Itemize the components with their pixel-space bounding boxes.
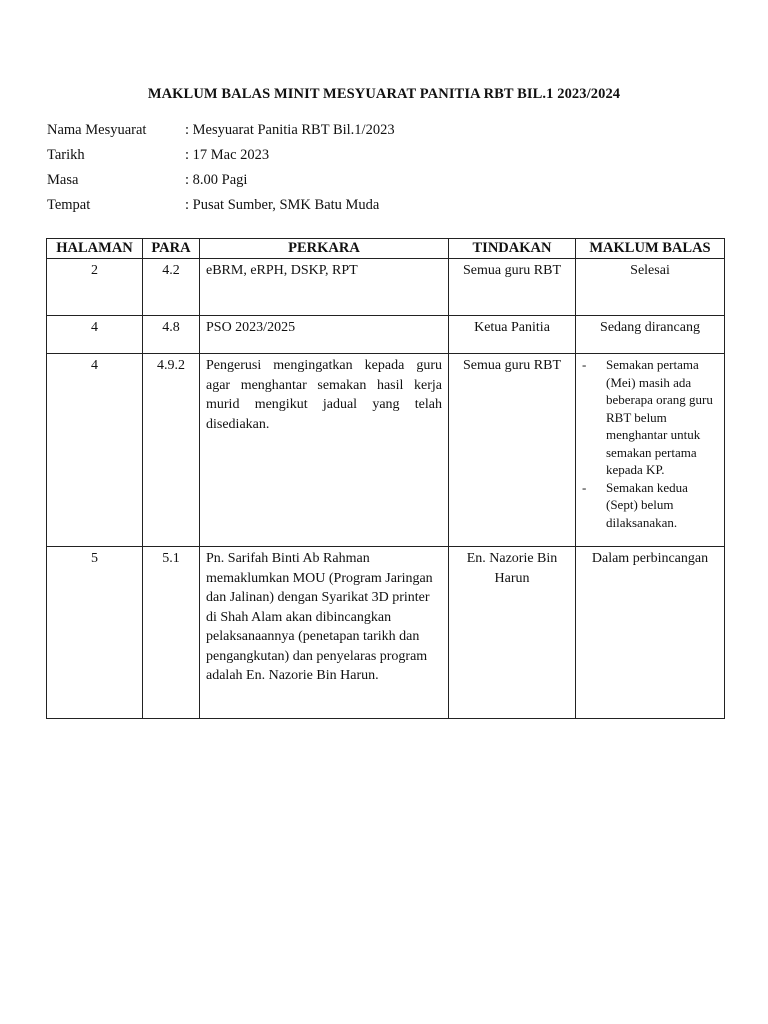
minutes-feedback-table (46, 238, 725, 719)
cell-para: 4.8 (143, 316, 200, 354)
dash-marker: - (582, 479, 587, 495)
list-item-text: Semakan pertama (Mei) masih ada beberapa orang guru RBT belum menghantar untuk semakan pertama kepada KP. (606, 357, 713, 477)
meeting-date-value: : 17 Mac 2023 (185, 147, 270, 163)
table-row (47, 354, 725, 547)
cell-maklum-balas: Sedang dirancang (576, 316, 725, 354)
cell-para: 4.2 (143, 259, 200, 316)
cell-perkara: PSO 2023/2025 (200, 316, 449, 354)
list-item-text: Semakan kedua (Sept) belum dilaksanakan. (606, 479, 688, 530)
meeting-time-row (47, 171, 687, 196)
header-perkara: PERKARA (200, 239, 449, 259)
cell-tindakan: En. Nazorie Bin Harun (449, 547, 576, 719)
cell-para: 5.1 (143, 547, 200, 719)
cell-perkara: Pn. Sarifah Binti Ab Rahman memaklumkan MOU (Program Jaringan dan Jalinan) dengan Syarikat 3D printer di Shah Alam akan dibincangkan pelaksanaannya (penetapan tarikh dan pengangkutan) dan penyelaras program adalah En. Nazorie Bin Harun. (200, 547, 449, 719)
cell-perkara: Pengerusi mengingatkan kepada guru agar menghantar semakan hasil kerja murid mengikut jadual yang telah disediakan. (200, 354, 449, 547)
table-row (47, 547, 725, 719)
cell-tindakan: Semua guru RBT (449, 354, 576, 547)
table-header-row (47, 239, 725, 259)
meeting-details (47, 121, 687, 221)
header-tindakan: TINDAKAN (449, 239, 576, 259)
cell-tindakan: Semua guru RBT (449, 259, 576, 316)
meeting-place-row (47, 196, 687, 221)
feedback-list (582, 356, 718, 531)
cell-halaman: 5 (47, 547, 143, 719)
document-title: MAKLUM BALAS MINIT MESYUARAT PANITIA RBT BIL.1 2023/2024 (147, 86, 621, 102)
meeting-time-label: Masa (47, 172, 79, 188)
meeting-name-label: Nama Mesyuarat (47, 122, 147, 138)
header-halaman: HALAMAN (47, 239, 143, 259)
meeting-place-value: : Pusat Sumber, SMK Batu Muda (185, 197, 380, 213)
header-para: PARA (143, 239, 200, 259)
cell-tindakan: Ketua Panitia (449, 316, 576, 354)
meeting-name-value: : Mesyuarat Panitia RBT Bil.1/2023 (185, 122, 395, 138)
meeting-date-row (47, 146, 687, 171)
cell-maklum-balas: Selesai (576, 259, 725, 316)
header-maklum-balas: MAKLUM BALAS (576, 239, 725, 259)
meeting-time-value: : 8.00 Pagi (185, 172, 248, 188)
meeting-place-label: Tempat (47, 197, 91, 213)
cell-halaman: 2 (47, 259, 143, 316)
cell-perkara: eBRM, eRPH, DSKP, RPT (200, 259, 449, 316)
cell-maklum-balas: Dalam perbincangan (576, 547, 725, 719)
cell-maklum-balas (576, 354, 725, 547)
dash-marker: - (582, 357, 587, 372)
cell-halaman: 4 (47, 316, 143, 354)
meeting-name-row (47, 121, 687, 146)
list-item (582, 356, 718, 479)
list-item (582, 479, 718, 532)
cell-halaman: 4 (47, 354, 143, 547)
cell-para: 4.9.2 (143, 354, 200, 547)
table-row (47, 316, 725, 354)
meeting-date-label: Tarikh (47, 147, 85, 163)
table-row (47, 259, 725, 316)
